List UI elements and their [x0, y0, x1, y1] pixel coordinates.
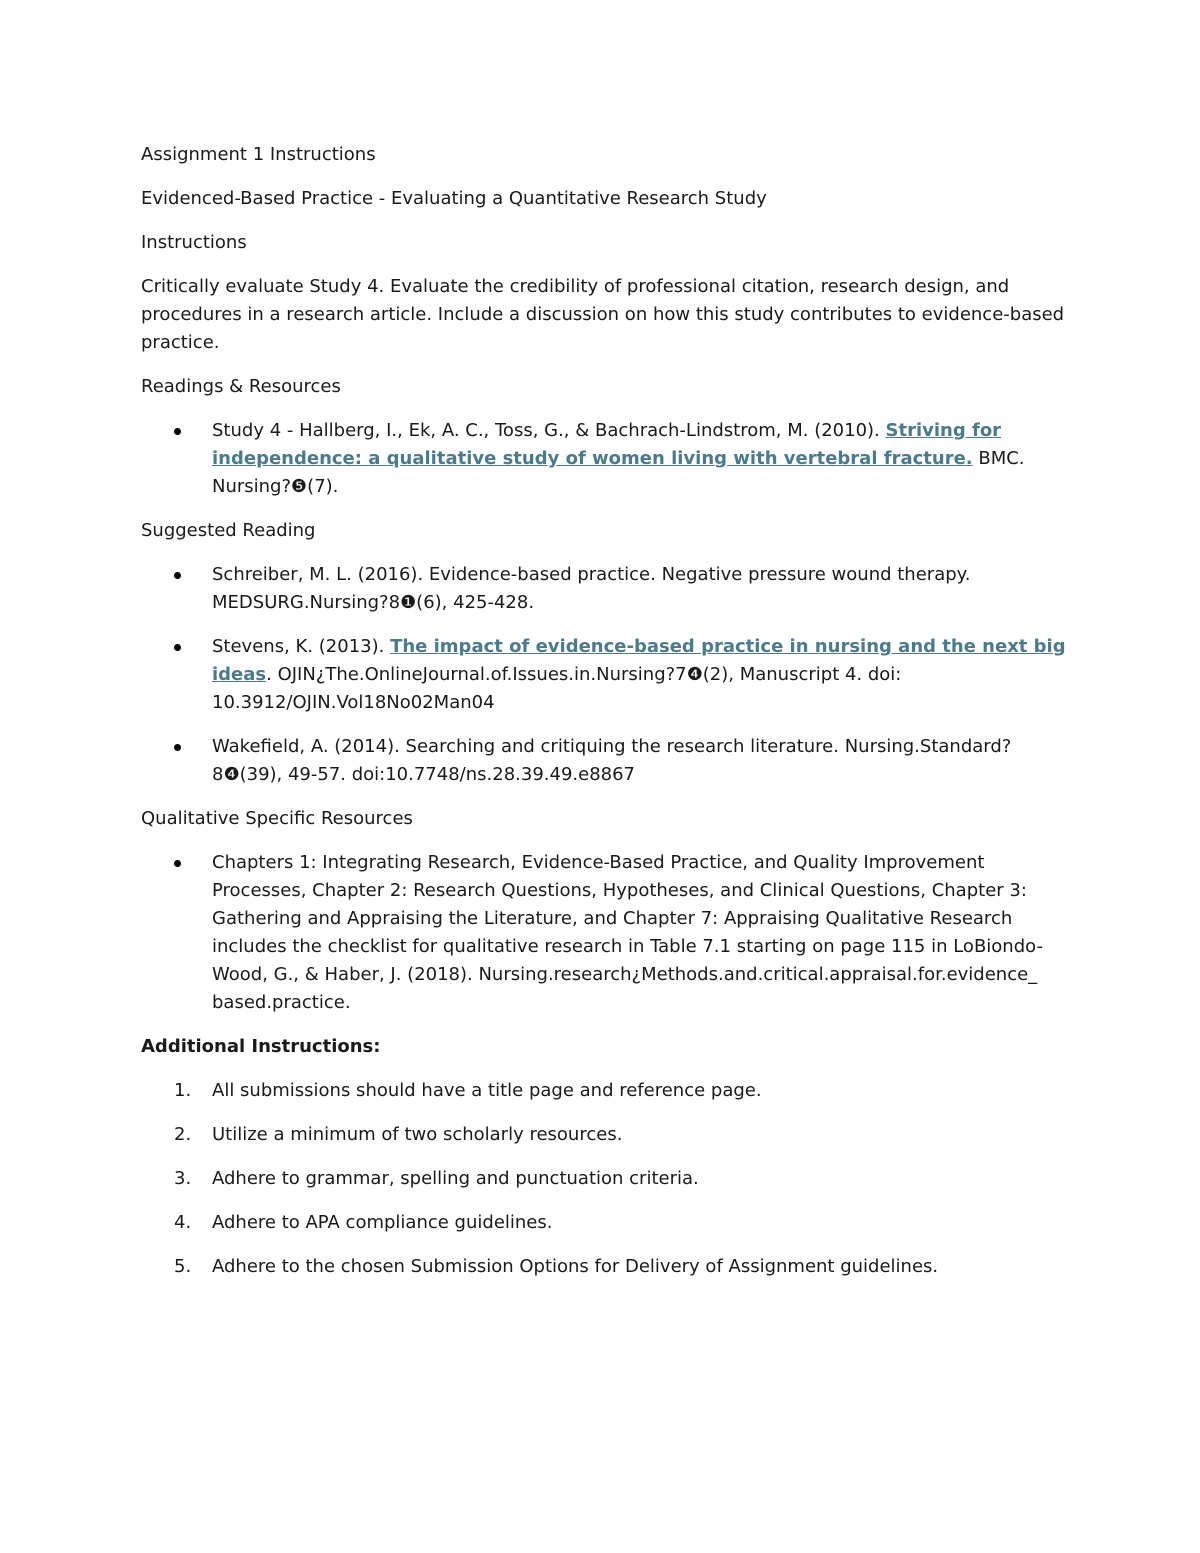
- additional-heading: Additional Instructions:: [141, 1036, 381, 1057]
- list-number: 3.: [174, 1168, 192, 1189]
- bullet-icon: [174, 428, 181, 435]
- readings-heading: Readings & Resources: [141, 376, 341, 397]
- suggested-list: [141, 561, 1066, 789]
- list-item: [141, 1253, 1066, 1281]
- bullet-icon: [174, 744, 181, 751]
- instruction-text: Adhere to APA compliance guidelines.: [212, 1212, 553, 1233]
- study4-link[interactable]: Striving for independence: a qualitative study of women living with vertebral fracture.: [212, 420, 1002, 469]
- additional-list: [141, 1077, 1066, 1281]
- instruction-text: All submissions should have a title page and reference page.: [212, 1080, 762, 1101]
- bullet-icon: [174, 644, 181, 651]
- citation-text: . OJIN¿The.OnlineJournal.of.Issues.in.Nursing?7❹(2), Manuscript 4. doi: 10.3912/OJIN.Vol18No02Man04: [212, 664, 902, 713]
- qualitative-heading: Qualitative Specific Resources: [141, 808, 413, 829]
- list-item: [141, 561, 1066, 617]
- document-page: [141, 141, 1066, 1297]
- qualitative-list: [141, 849, 1066, 1017]
- citation-text: Wakefield, A. (2014). Searching and critiquing the research literature. Nursing.Standard? 8❹(39), 49-57. doi:10.7748/ns.28.39.49.e8867: [212, 736, 1012, 785]
- list-number: 2.: [174, 1124, 192, 1145]
- list-item: [141, 1209, 1066, 1237]
- readings-list: [141, 417, 1066, 501]
- citation-text: BMC. Nursing?❺(7).: [212, 448, 1025, 497]
- list-item: [141, 1165, 1066, 1193]
- instructions-text: Critically evaluate Study 4. Evaluate the credibility of professional citation, research design, and procedures in a research article. Include a discussion on how this study contributes to evidence-based practice.: [141, 276, 1065, 353]
- list-item: [141, 849, 1066, 1017]
- instruction-text: Utilize a minimum of two scholarly resources.: [212, 1124, 623, 1145]
- assignment-subtitle: Evidenced-Based Practice - Evaluating a Quantitative Research Study: [141, 188, 767, 209]
- citation-text: Study 4 - Hallberg, I., Ek, A. C., Toss, G., & Bachrach-Lindstrom, M. (2010).: [212, 420, 886, 441]
- list-item: [141, 417, 1066, 501]
- bullet-icon: [174, 860, 181, 867]
- list-number: 4.: [174, 1212, 192, 1233]
- assignment-title: Assignment 1 Instructions: [141, 144, 376, 165]
- list-number: 1.: [174, 1080, 192, 1101]
- instructions-heading: Instructions: [141, 232, 247, 253]
- list-item: [141, 733, 1066, 789]
- citation-text: Stevens, K. (2013).: [212, 636, 391, 657]
- list-item: [141, 633, 1066, 717]
- instruction-text: Adhere to grammar, spelling and punctuation criteria.: [212, 1168, 699, 1189]
- instruction-text: Adhere to the chosen Submission Options for Delivery of Assignment guidelines.: [212, 1256, 939, 1277]
- list-item: [141, 1121, 1066, 1149]
- list-number: 5.: [174, 1256, 192, 1277]
- suggested-heading: Suggested Reading: [141, 520, 316, 541]
- citation-text: Chapters 1: Integrating Research, Evidence-Based Practice, and Quality Improvement Processes, Chapter 2: Research Questions, Hypotheses, and Clinical Questions, Chapter 3: Gathering and Appraising the Literature, and Chapter 7: Appraising Qualitative Research includes the checklist for qualitative research in Table 7.1 starting on page 115 in LoBiondo-Wood, G., & Haber, J. (2018). Nursing.research¿Methods.and.critical.appraisal.for.evidence_ based.practice.: [212, 852, 1043, 1013]
- stevens-link[interactable]: The impact of evidence-based practice in nursing and the next big ideas: [212, 636, 1066, 685]
- citation-text: Schreiber, M. L. (2016). Evidence-based practice. Negative pressure wound therapy. MEDSURG.Nursing?8❶(6), 425-428.: [212, 564, 971, 613]
- list-item: [141, 1077, 1066, 1105]
- bullet-icon: [174, 572, 181, 579]
